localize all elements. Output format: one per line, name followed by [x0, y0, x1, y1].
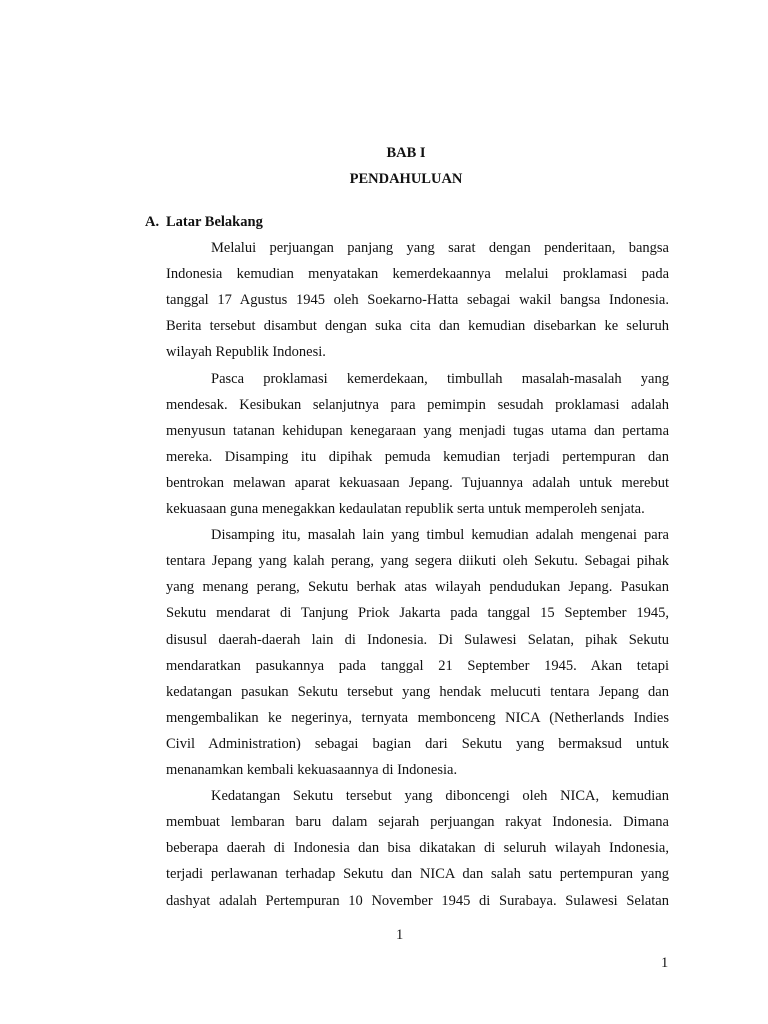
body-line: wilayah Republik Indonesi.: [166, 344, 326, 361]
page-number: 1: [396, 927, 404, 943]
body-line: terjadi perlawanan terhadap Sekutu dan NICA dan salah satu pertempuran yang: [166, 866, 669, 883]
body-line: kedatangan pasukan Sekutu tersebut yang hendak melucuti tentara Jepang dan: [166, 683, 669, 700]
body-line: mengembalikan ke negerinya, ternyata membonceng NICA (Netherlands Indies: [166, 709, 669, 726]
chapter-title: PENDAHULUAN: [349, 171, 463, 187]
body-line: disusul daerah-daerah lain di Indonesia. Di Sulawesi Selatan, pihak Sekutu: [166, 631, 669, 648]
body-line: menyusun tatanan kehidupan kenegaraan yang menjadi tugas utama dan pertama: [166, 422, 669, 439]
body-line: Kedatangan Sekutu tersebut yang diboncengi oleh NICA, kemudian: [211, 788, 669, 805]
section-heading: [145, 214, 263, 231]
body-line: yang menang perang, Sekutu berhak atas wilayah pendudukan Jepang. Pasukan: [166, 579, 669, 596]
body-line: Indonesia kemudian menyatakan kemerdekaannya melalui proklamasi pada: [166, 266, 669, 283]
body-line: Disamping itu, masalah lain yang timbul kemudian adalah mengenai para: [211, 527, 669, 544]
body-line: mereka. Disamping itu dipihak pemuda kemudian terjadi pertempuran dan: [166, 448, 669, 465]
body-line: menanamkan kembali kekuasaannya di Indonesia.: [166, 762, 458, 778]
section-title: Latar Belakang: [166, 214, 263, 230]
body-line: dashyat adalah Pertempuran 10 November 1945 di Surabaya. Sulawesi Selatan: [166, 892, 669, 909]
body-line: Civil Administration) sebagai bagian dari Sekutu yang bermaksud untuk: [166, 735, 669, 752]
chapter-number: BAB I: [386, 145, 426, 161]
body-line: Melalui perjuangan panjang yang sarat dengan penderitaan, bangsa: [211, 240, 669, 256]
section-letter: A.: [145, 214, 160, 230]
body-line: tanggal 17 Agustus 1945 oleh Soekarno-Hatta sebagai wakil bangsa Indonesia.: [166, 292, 669, 309]
body-line: Pasca proklamasi kemerdekaan, timbullah masalah-masalah yang: [211, 370, 669, 387]
body-line: mendesak. Kesibukan selanjutnya para pemimpin sesudah proklamasi adalah: [166, 396, 669, 413]
body-line: beberapa daerah di Indonesia dan bisa dikatakan di seluruh wilayah Indonesia,: [166, 840, 669, 857]
body-line: tentara Jepang yang kalah perang, yang segera diikuti oleh Sekutu. Sebagai pihak: [166, 553, 669, 570]
body-line: Berita tersebut disambut dengan suka cita dan kemudian disebarkan ke seluruh: [166, 318, 669, 335]
page-number-corner: 1: [661, 955, 669, 971]
body-line: Sekutu mendarat di Tanjung Priok Jakarta pada tanggal 15 September 1945,: [166, 605, 669, 622]
body-line: bentrokan melawan aparat kekuasaan Jepang. Tujuannya adalah untuk merebut: [166, 474, 669, 491]
body-line: membuat lembaran baru dalam sejarah perjuangan rakyat Indonesia. Dimana: [166, 814, 669, 831]
body-line: mendaratkan pasukannya pada tanggal 21 September 1945. Akan tetapi: [166, 657, 669, 674]
body-line: kekuasaan guna menegakkan kedaulatan republik serta untuk memperoleh senjata.: [166, 501, 645, 517]
